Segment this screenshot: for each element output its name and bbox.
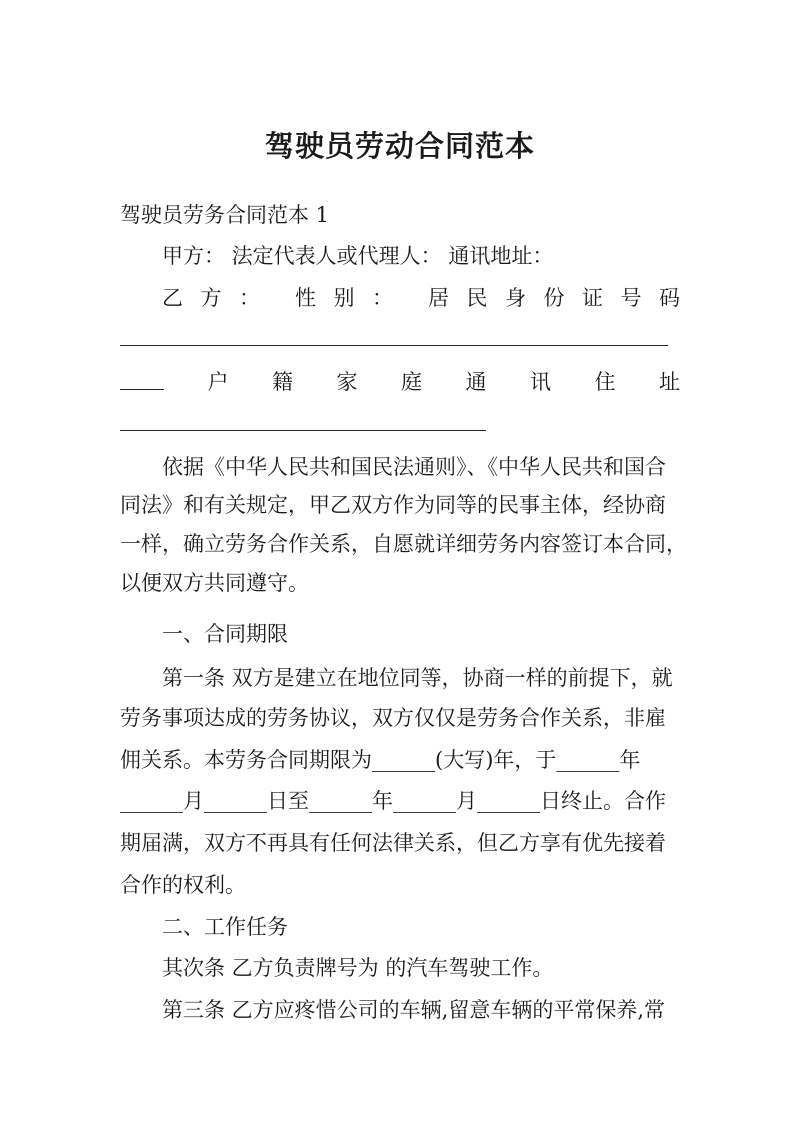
article-line: 期届满，双方不再具有任何法律关系，但乙方享有优先接着 bbox=[120, 831, 666, 855]
party-a-line: 甲方： 法定代表人或代理人： 通讯地址： bbox=[162, 244, 554, 268]
article-line: 佣关系。本劳务合同期限为______(大写)年，于______年 bbox=[120, 748, 641, 772]
article-line: 合作的权利。 bbox=[120, 873, 246, 897]
article-line: 第一条 双方是建立在地位同等，协商一样的前提下，就 bbox=[162, 666, 673, 690]
spaced-char: 民 bbox=[466, 286, 488, 310]
spaced-char: 住 bbox=[594, 370, 616, 394]
spaced-char: 居 bbox=[428, 286, 449, 310]
spaced-char: 讯 bbox=[530, 370, 551, 394]
spaced-char: 码 bbox=[659, 286, 680, 310]
article-line: 劳务事项达成的劳务协议，双方仅仅是劳务合作关系，非雇 bbox=[120, 706, 666, 730]
spaced-char: ： bbox=[372, 286, 393, 310]
section-heading: 一、合同期限 bbox=[162, 622, 288, 646]
spaced-char: 庭 bbox=[401, 370, 422, 394]
spaced-char: 籍 bbox=[272, 370, 293, 394]
section-heading: 二、工作任务 bbox=[162, 915, 288, 939]
blank-underline bbox=[120, 345, 668, 346]
spaced-char: 家 bbox=[336, 370, 358, 394]
spaced-char: 户 bbox=[207, 370, 229, 394]
spaced-char: 身 bbox=[505, 286, 526, 310]
spaced-char: 号 bbox=[620, 286, 642, 310]
spaced-char: 址 bbox=[659, 370, 680, 394]
body-line: 一样，确立劳务合作关系，自愿就详细劳务内容签订本合同， bbox=[120, 532, 687, 556]
party-b-line bbox=[162, 283, 680, 313]
spaced-char: 别 bbox=[333, 286, 355, 310]
document-title: 驾驶员劳动合同范本 bbox=[264, 129, 535, 163]
blank-underline bbox=[120, 430, 486, 431]
spaced-char: 证 bbox=[582, 286, 603, 310]
spaced-char: ： bbox=[239, 286, 260, 310]
article-line: 第三条 乙方应疼惜公司的车辆,留意车辆的平常保养,常 bbox=[162, 998, 666, 1022]
short-blank-underline bbox=[120, 367, 164, 390]
spaced-char: 份 bbox=[543, 286, 565, 310]
spaced-char: 通 bbox=[465, 370, 487, 394]
contract-subtitle: 驾驶员劳务合同范本 1 bbox=[120, 203, 330, 227]
spaced-char: 乙 bbox=[162, 286, 183, 310]
article-line: 其次条 乙方负责牌号为 的汽车驾驶工作。 bbox=[162, 956, 554, 980]
spaced-char: 方 bbox=[200, 286, 222, 310]
article-line: ______月______日至______年______月______日终止。合作 bbox=[120, 789, 666, 813]
body-line: 依据《中华人民共和国民法通则》、《中华人民共和国合 bbox=[162, 455, 666, 479]
spaced-char: 性 bbox=[295, 286, 316, 310]
body-line: 同法》和有关规定，甲乙双方作为同等的民事主体，经协商 bbox=[120, 493, 666, 517]
household-line bbox=[120, 367, 680, 397]
body-line: 以便双方共同遵守。 bbox=[120, 571, 309, 595]
